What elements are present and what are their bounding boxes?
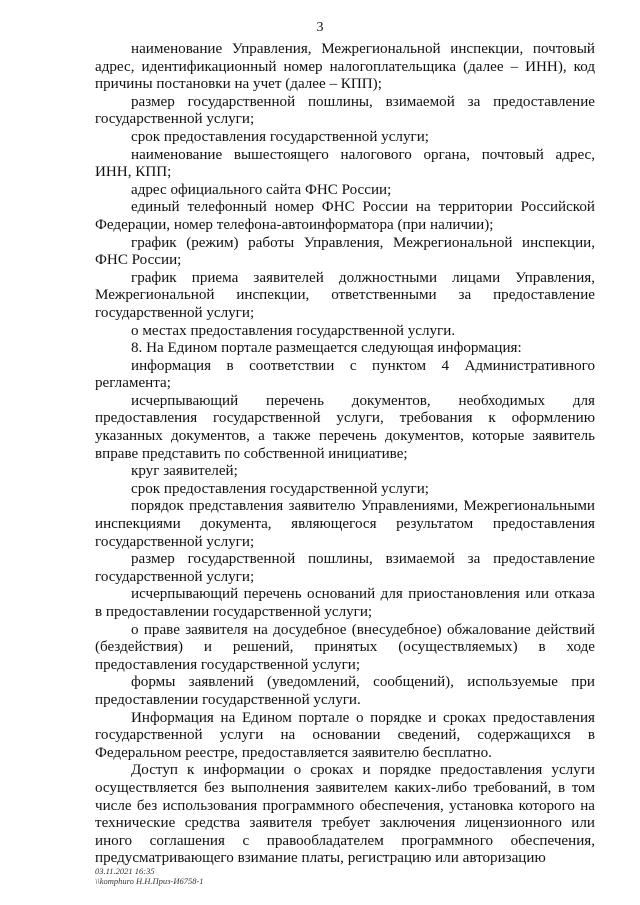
page-number: 3 bbox=[316, 20, 324, 35]
section-heading: 8. На Едином портале размещается следующая информация: bbox=[131, 340, 522, 357]
paragraph: информация в соответствии с пунктом 4 Административного регламента; bbox=[95, 357, 595, 392]
paragraph: о местах предоставления государственной услуги. bbox=[131, 322, 456, 339]
paragraph: Доступ к информации о сроках и порядке предоставления услуги осуществляется без выполнения заявителем каких-либо требований, в том числе без использования программного обеспечения, установка которого на технические средства заявителя требует заключения лицензионного или иного соглашения с правообладателем программного обеспечения, предусматривающего взимание платы, регистрацию или авторизацию bbox=[95, 762, 595, 867]
document-footer bbox=[95, 866, 204, 886]
paragraph: исчерпывающий перечень оснований для приостановления или отказа в предоставлении государственной услуги; bbox=[95, 586, 595, 620]
paragraph: исчерпывающий перечень документов, необходимых для предоставления государственной услуги, требования к оформлению указанных документов, а также перечень документов, которые заявитель вправе представить по собственной инициативе; bbox=[95, 392, 595, 462]
document-body bbox=[95, 41, 595, 868]
paragraph: наименование Управления, Межрегиональной инспекции, почтовый адрес, идентификационный номер налогоплательщика (далее – ИНН), код причины постановки на учет (далее – КПП); bbox=[95, 41, 595, 93]
paragraph: наименование вышестоящего налогового органа, почтовый адрес, ИНН, КПП; bbox=[95, 146, 595, 181]
paragraph: о праве заявителя на досудебное (внесудебное) обжалование действий (бездействия) и решений, принятых (осуществляемых) в ходе предоставления государственной услуги; bbox=[95, 621, 595, 673]
paragraph: размер государственной пошлины, взимаемой за предоставление государственной услуги; bbox=[95, 93, 595, 128]
paragraph: адрес официального сайта ФНС России; bbox=[131, 181, 392, 198]
paragraph: график приема заявителей должностными лицами Управления, Межрегиональной инспекции, ответственными за предоставление государственной услуги; bbox=[95, 269, 595, 321]
paragraph: Информация на Едином портале о порядке и сроках предоставления государственной услуги на основании сведений, содержащихся в Федеральном реестре, предоставляется заявителю бесплатно. bbox=[95, 709, 595, 761]
paragraph: порядок представления заявителю Управлениями, Межрегиональными инспекциями документа, являющегося результатом предоставления государственной услуги; bbox=[95, 498, 595, 550]
paragraph: круг заявителей; bbox=[131, 463, 238, 480]
paragraph: формы заявлений (уведомлений, сообщений), используемые при предоставлении государственной услуги. bbox=[95, 674, 595, 708]
paragraph: график (режим) работы Управления, Межрегиональной инспекции, ФНС России; bbox=[95, 234, 595, 269]
paragraph: срок предоставления государственной услуги; bbox=[131, 128, 429, 145]
footer-date: 03.11.2021 16:35 bbox=[95, 866, 155, 876]
paragraph: единый телефонный номер ФНС России на территории Российской Федерации, номер телефона-автоинформатора (при наличии); bbox=[95, 199, 595, 233]
footer-file-path: \\komphuro Н.Н.Приз-И6758-1 bbox=[95, 876, 204, 886]
paragraph: срок предоставления государственной услуги; bbox=[131, 480, 429, 497]
paragraph: размер государственной пошлины, взимаемой за предоставление государственной услуги; bbox=[95, 551, 595, 585]
